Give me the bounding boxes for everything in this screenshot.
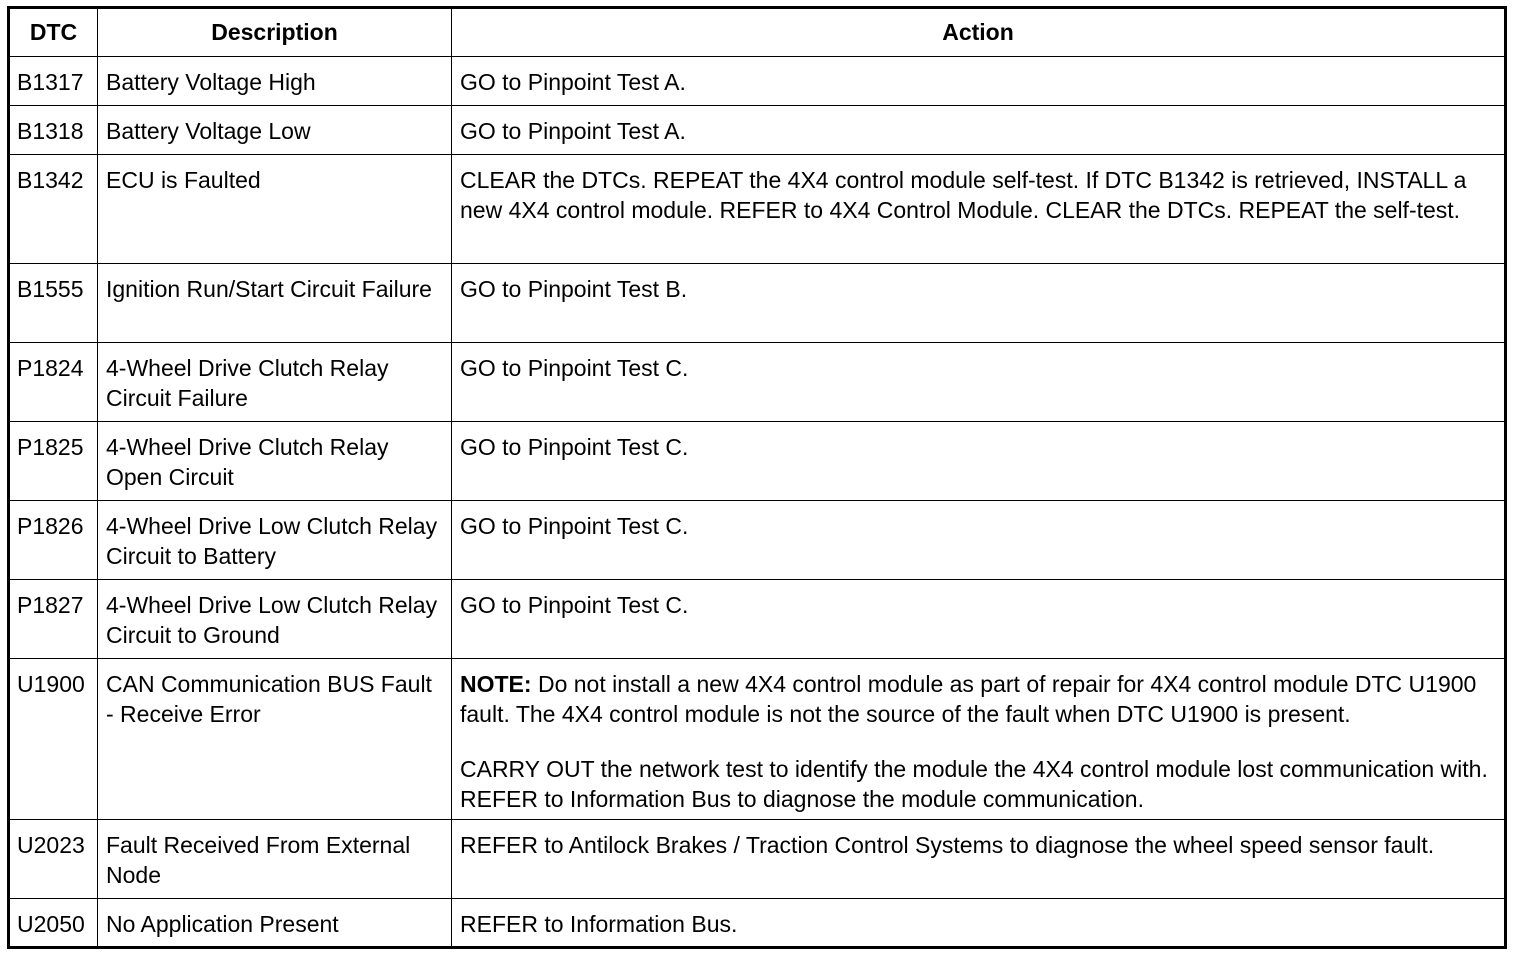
table-row xyxy=(9,501,1506,580)
dtc-description: 4-Wheel Drive Low Clutch Relay Circuit to Battery xyxy=(98,501,452,580)
dtc-code: P1825 xyxy=(9,422,98,501)
table-row xyxy=(9,155,1506,264)
dtc-code: U2023 xyxy=(9,820,98,899)
dtc-code: B1318 xyxy=(9,106,98,155)
note-label: NOTE: xyxy=(460,671,532,697)
dtc-description: No Application Present xyxy=(98,899,452,948)
table-row xyxy=(9,422,1506,501)
table-row xyxy=(9,580,1506,659)
table-row xyxy=(9,57,1506,106)
table-row xyxy=(9,820,1506,899)
dtc-description: Ignition Run/Start Circuit Failure xyxy=(98,264,452,343)
dtc-code: U1900 xyxy=(9,659,98,820)
dtc-description: 4-Wheel Drive Clutch Relay Open Circuit xyxy=(98,422,452,501)
dtc-action: GO to Pinpoint Test B. xyxy=(452,264,1506,343)
dtc-action: GO to Pinpoint Test C. xyxy=(452,580,1506,659)
dtc-action: REFER to Information Bus. xyxy=(452,899,1506,948)
dtc-description: 4-Wheel Drive Clutch Relay Circuit Failure xyxy=(98,343,452,422)
action-text: CARRY OUT the network test to identify the module the 4X4 control module lost communication with. REFER to Information Bus to diagnose the module communication. xyxy=(460,756,1488,812)
dtc-description: Fault Received From External Node xyxy=(98,820,452,899)
dtc-description: Battery Voltage High xyxy=(98,57,452,106)
dtc-code: U2050 xyxy=(9,899,98,948)
dtc-code: P1826 xyxy=(9,501,98,580)
dtc-code: B1317 xyxy=(9,57,98,106)
dtc-code: P1824 xyxy=(9,343,98,422)
dtc-action: GO to Pinpoint Test C. xyxy=(452,501,1506,580)
table-row xyxy=(9,899,1506,948)
dtc-action: GO to Pinpoint Test A. xyxy=(452,57,1506,106)
dtc-action xyxy=(452,659,1506,820)
dtc-code: B1342 xyxy=(9,155,98,264)
dtc-description: ECU is Faulted xyxy=(98,155,452,264)
table-row xyxy=(9,106,1506,155)
header-action: Action xyxy=(452,8,1506,57)
header-description: Description xyxy=(98,8,452,57)
note-text: Do not install a new 4X4 control module as part of repair for 4X4 control module DTC U1900 fault. The 4X4 control module is not the source of the fault when DTC U1900 is present. xyxy=(460,671,1477,727)
dtc-description: Battery Voltage Low xyxy=(98,106,452,155)
table-header-row xyxy=(9,8,1506,57)
dtc-description: CAN Communication BUS Fault - Receive Error xyxy=(98,659,452,820)
dtc-table xyxy=(7,6,1507,949)
dtc-action: GO to Pinpoint Test C. xyxy=(452,343,1506,422)
dtc-code: P1827 xyxy=(9,580,98,659)
dtc-action: GO to Pinpoint Test A. xyxy=(452,106,1506,155)
dtc-description: 4-Wheel Drive Low Clutch Relay Circuit to Ground xyxy=(98,580,452,659)
header-dtc: DTC xyxy=(9,8,98,57)
table-row xyxy=(9,343,1506,422)
table-row xyxy=(9,264,1506,343)
dtc-code: B1555 xyxy=(9,264,98,343)
dtc-action: REFER to Antilock Brakes / Traction Control Systems to diagnose the wheel speed sensor fault. xyxy=(452,820,1506,899)
table-row xyxy=(9,659,1506,820)
dtc-action: CLEAR the DTCs. REPEAT the 4X4 control module self-test. If DTC B1342 is retrieved, INSTALL a new 4X4 control module. REFER to 4X4 Control Module. CLEAR the DTCs. REPEAT the self-test. xyxy=(452,155,1506,264)
dtc-action: GO to Pinpoint Test C. xyxy=(452,422,1506,501)
action-note xyxy=(460,669,1496,729)
